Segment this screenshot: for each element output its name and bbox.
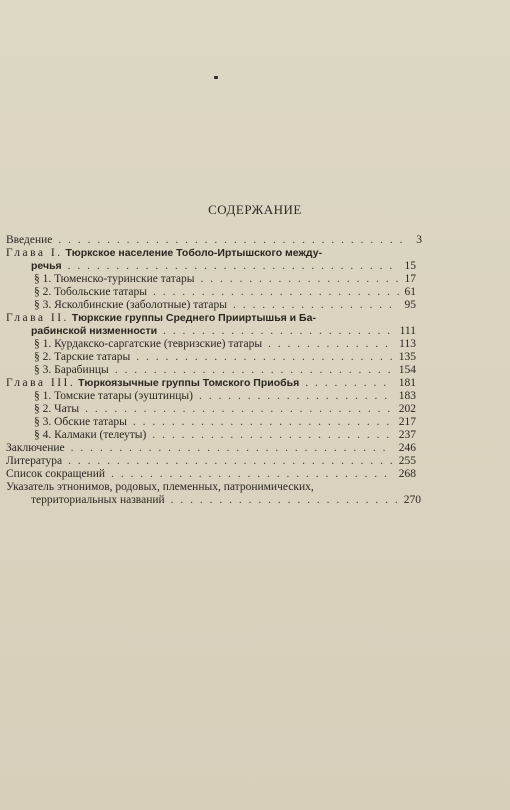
toc-entry-section[interactable] (34, 403, 416, 416)
toc-page-number: 217 (398, 416, 416, 428)
toc-page-number: 202 (398, 403, 416, 415)
toc-leader (85, 403, 393, 416)
toc-entry-label: § 1. Томские татары (эуштинцы) (34, 390, 193, 402)
toc-page-number: 61 (404, 286, 416, 298)
contents-title: СОДЕРЖАНИЕ (208, 202, 302, 217)
toc-leader (199, 390, 393, 403)
toc-entry-label: территориальных названий (31, 494, 165, 506)
toc-entry-index-cont[interactable] (31, 494, 421, 507)
chapter-prefix: Глава II. (6, 312, 69, 324)
toc-entry-section[interactable] (34, 390, 416, 403)
toc-entry-label: § 3. Обские татары (34, 416, 127, 428)
toc-page-number: 183 (398, 390, 416, 402)
toc-entry-label: § 1. Тюменско-туринские татары (34, 273, 195, 285)
toc-page-number: 154 (398, 364, 416, 376)
toc-entry-label: Заключение (6, 442, 65, 454)
toc-entry-label: Тюркоязычные группы Томского Приобья (78, 377, 300, 389)
toc-leader (171, 494, 398, 507)
toc-leader (305, 377, 393, 390)
toc-leader (71, 442, 393, 455)
toc-page-number: 255 (398, 455, 416, 467)
toc-leader (68, 260, 399, 273)
toc-entry-label: Тюркское население Тоболо-Иртышского между- (65, 247, 323, 259)
toc-entry-label: Указатель этнонимов, родовых, племенных, патронимических, (6, 481, 314, 493)
toc-leader (268, 338, 393, 351)
toc-entry-chapter-1[interactable] (6, 247, 388, 260)
toc-leader (111, 468, 393, 481)
ink-speck (214, 76, 218, 79)
toc-page-number: 3 (416, 234, 422, 246)
toc-leader (200, 273, 398, 286)
toc-leader (136, 351, 392, 364)
toc-entry-chapter-1-cont[interactable] (31, 260, 416, 273)
toc-entry-section[interactable] (34, 338, 416, 351)
toc-entry-abbreviations[interactable] (6, 468, 416, 481)
toc-entry-section[interactable] (34, 416, 416, 429)
toc-page-number: 113 (399, 338, 416, 350)
toc-entry-introduction[interactable] (6, 234, 422, 247)
toc-entry-label: § 2. Тобольские татары (34, 286, 148, 298)
toc-entry-section[interactable] (34, 351, 416, 364)
toc-leader (115, 364, 393, 377)
chapter-prefix: Глава III. (6, 377, 76, 389)
toc-entry-section[interactable] (34, 286, 416, 299)
toc-entry-label: Литература (6, 455, 63, 467)
toc-entry-chapter-2-cont[interactable] (31, 325, 416, 338)
toc-entry-label: § 2. Чаты (34, 403, 80, 415)
toc-entry-label: речья (31, 260, 62, 272)
toc-page-number: 268 (398, 468, 416, 480)
toc-entry-label: Тюркские группы Среднего Прииртышья и Ба- (71, 312, 316, 324)
toc-leader (163, 325, 394, 338)
toc-page-number: 111 (399, 325, 416, 337)
toc-page-number: 181 (398, 377, 416, 389)
toc-entry-label: Список сокращений (6, 468, 106, 480)
toc-entry-label: § 3. Барабинцы (34, 364, 109, 376)
toc-leader (153, 286, 398, 299)
toc-entry-index[interactable] (6, 481, 388, 494)
toc-entry-label: Введение (6, 234, 53, 246)
chapter-prefix: Глава I. (6, 247, 63, 259)
toc-leader (233, 299, 399, 312)
toc-leader (58, 234, 410, 247)
toc-entry-section[interactable] (34, 299, 416, 312)
toc-page-number: 246 (398, 442, 416, 454)
toc-entry-section[interactable] (34, 429, 416, 442)
toc-leader (68, 455, 393, 468)
toc-page-number: 17 (404, 273, 416, 285)
toc-page-number: 95 (404, 299, 416, 311)
toc-page-number: 237 (398, 429, 416, 441)
toc-entry-label: § 4. Калмаки (телеуты) (34, 429, 147, 441)
toc-entry-label: § 1. Курдакско-саргатские (тевризские) татары (34, 338, 263, 350)
toc-page-number: 135 (398, 351, 416, 363)
toc-entry-label: рабинской низменности (31, 325, 158, 337)
toc-entry-chapter-2[interactable] (6, 312, 388, 325)
toc-leader (152, 429, 392, 442)
toc-entry-section[interactable] (34, 364, 416, 377)
toc-entry-conclusion[interactable] (6, 442, 416, 455)
toc-page-number: 15 (404, 260, 416, 272)
toc-page-number: 270 (403, 494, 421, 506)
toc-entry-label: § 3. Ясколбинские (заболотные) татары (34, 299, 227, 311)
toc-entry-literature[interactable] (6, 455, 416, 468)
toc-entry-label: § 2. Тарские татары (34, 351, 131, 363)
toc-entry-section[interactable] (34, 273, 416, 286)
toc-leader (133, 416, 393, 429)
toc-entry-chapter-3[interactable] (6, 377, 416, 390)
